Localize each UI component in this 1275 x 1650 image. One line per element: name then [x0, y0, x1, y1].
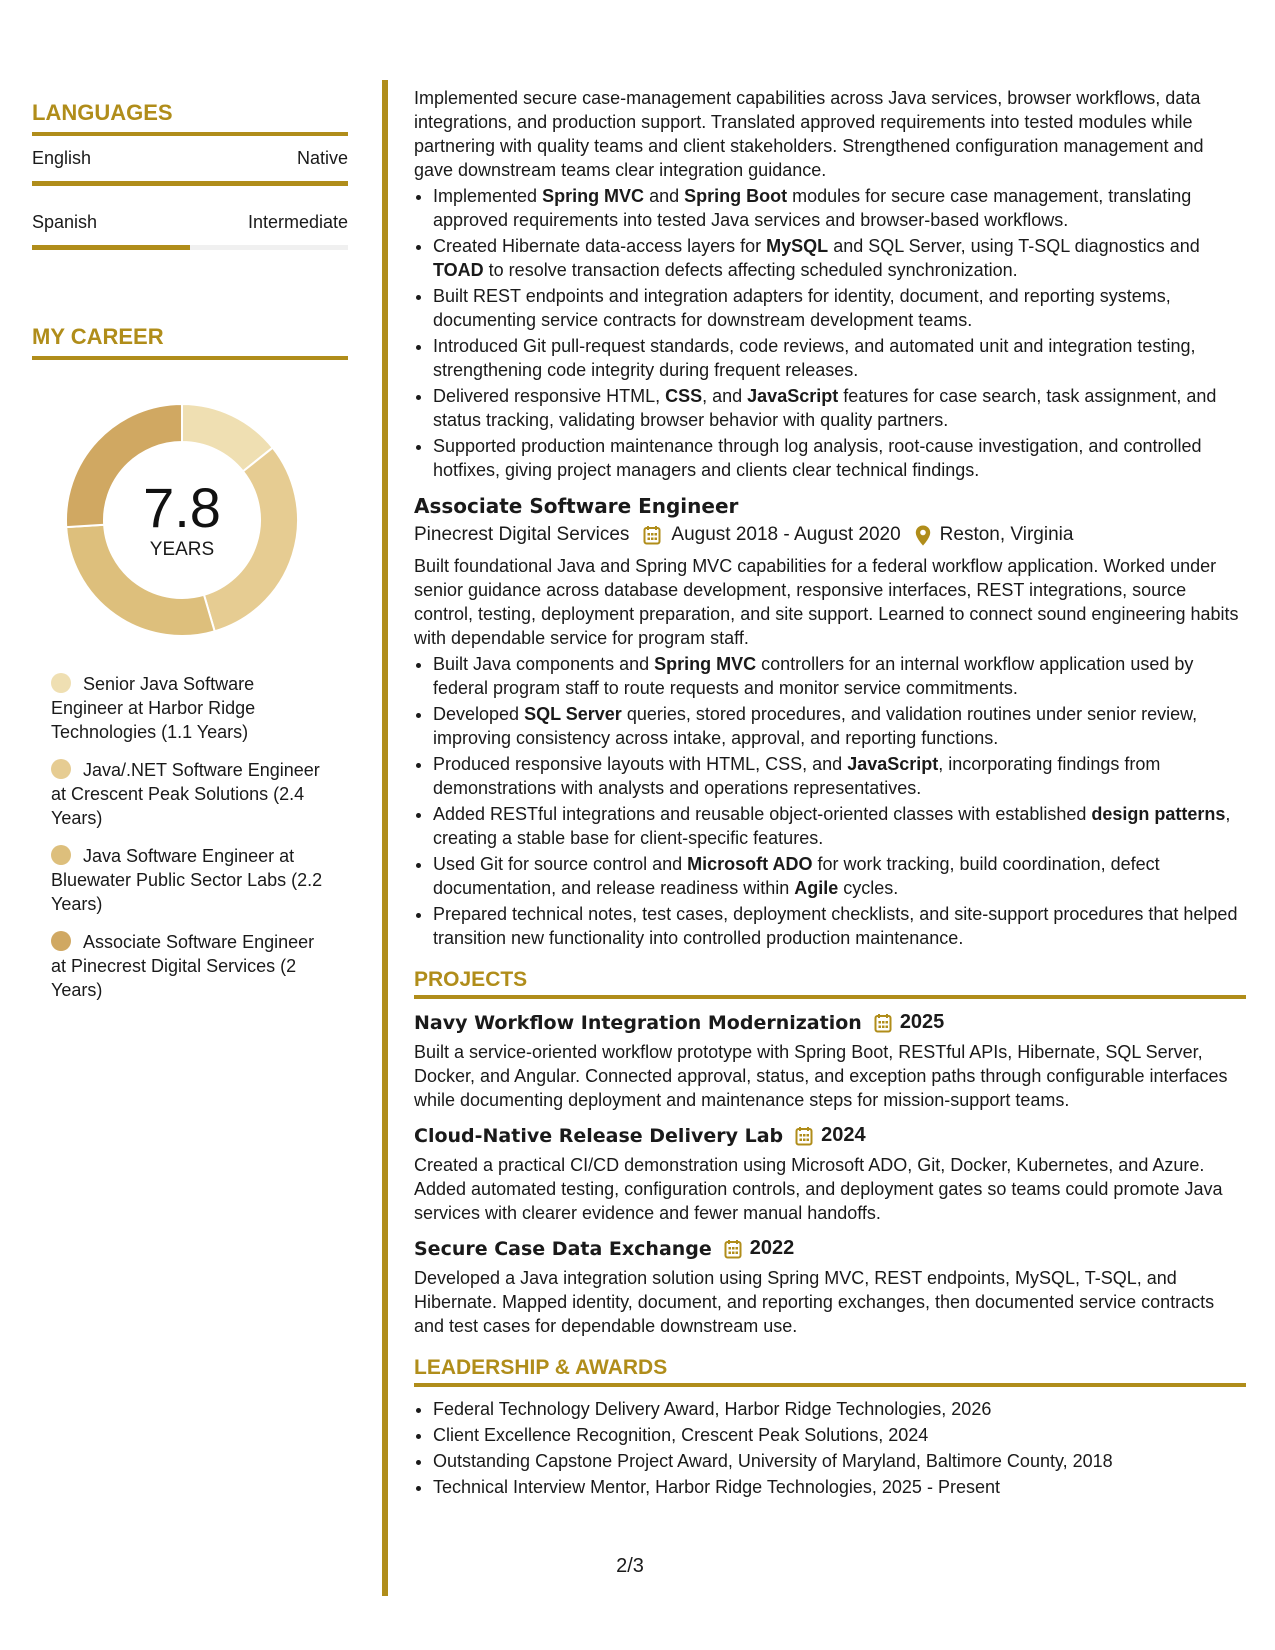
language-name: English	[32, 148, 92, 168]
experience-bullets	[414, 184, 1246, 482]
legend-dot-icon	[51, 673, 71, 693]
language-level: Native	[296, 148, 348, 168]
legend-label: Java/.NET Software Engineer at Crescent Peak Solutions (2.4 Years)	[51, 760, 320, 828]
job-meta	[414, 524, 1246, 546]
language-proficiency-fill	[32, 181, 348, 186]
award-item: • Technical Interview Mentor, Harbor Ridge Technologies, 2025 - Present	[433, 1475, 1246, 1499]
projects-heading: PROJECTS	[414, 968, 1246, 999]
career-legend-item	[51, 844, 331, 916]
legend-label: Senior Java Software Engineer at Harbor Ridge Technologies (1.1 Years)	[51, 674, 256, 742]
bullet-item: • Implemented Spring MVC and Spring Boot modules for secure case management, translating approved requirements into tested Java services and browser-based workflows.	[433, 184, 1246, 232]
left-column	[32, 100, 348, 1016]
language-level: Intermediate	[247, 212, 348, 232]
legend-label: Java Software Engineer at Bluewater Public Sector Labs (2.2 Years)	[51, 846, 323, 914]
bullet-item: • Used Git for source control and Microsoft ADO for work tracking, build coordination, defect documentation, and release readiness within Agile cycles.	[433, 852, 1246, 900]
career-legend-item	[51, 930, 331, 1002]
experience-summary: Implemented secure case-management capabilities across Java services, browser workflows, data integrations, and production support. Translated approved requirements into tested modules while partnering with quality teams and client stakeholders. Strengthened configuration management and gave downstream teams clear integration guidance.	[414, 88, 1204, 180]
project-description: Created a practical CI/CD demonstration using Microsoft ADO, Git, Docker, Kubernetes, and Azure. Added automated testing, configuration controls, and deployment gates so teams could promote Java services with clearer evidence and fewer manual handoffs.	[414, 1155, 1223, 1223]
project-name: Cloud-Native Release Delivery Lab	[414, 1124, 784, 1147]
career-legend-item	[51, 672, 331, 744]
awards-list	[414, 1397, 1246, 1499]
language-spanish	[32, 212, 348, 250]
calendar-icon	[724, 1239, 742, 1259]
location-pin-icon	[915, 525, 931, 546]
bullet-item: • Built REST endpoints and integration adapters for identity, document, and reporting systems, documenting service contracts for downstream development teams.	[433, 284, 1246, 332]
career-donut-chart	[66, 404, 298, 636]
bullet-item: • Added RESTful integrations and reusable object-oriented classes with established design patterns, creating a stable base for client-specific features.	[433, 802, 1246, 850]
calendar-icon	[795, 1126, 813, 1146]
career-heading: MY CAREER	[32, 324, 348, 360]
bullet-item: • Developed SQL Server queries, stored procedures, and validation routines under senior review, improving consistency across intake, approval, and reporting functions.	[433, 702, 1246, 750]
language-proficiency-bar	[32, 181, 348, 186]
project-year: 2022	[749, 1237, 795, 1259]
calendar-icon	[643, 525, 661, 545]
bullet-item: • Supported production maintenance through log analysis, root-cause investigation, and controlled hotfixes, giving project managers and clients clear technical findings.	[433, 434, 1246, 482]
project-description: Developed a Java integration solution using Spring MVC, REST endpoints, MySQL, T-SQL, and Hibernate. Mapped identity, document, and reporting exchanges, then documented service contracts and test cases for dependable downstream use.	[414, 1268, 1215, 1336]
award-item: • Client Excellence Recognition, Crescent Peak Solutions, 2024	[433, 1423, 1246, 1447]
bullet-item: • Produced responsive layouts with HTML, CSS, and JavaScript, incorporating findings from demonstrations with analysts and operations representatives.	[433, 752, 1246, 800]
languages-heading: LANGUAGES	[32, 100, 348, 136]
bullet-item: • Created Hibernate data-access layers for MySQL and SQL Server, using T-SQL diagnostics and TOAD to resolve transaction defects affecting scheduled synchronization.	[433, 234, 1246, 282]
project-name: Navy Workflow Integration Modernization	[414, 1011, 862, 1034]
calendar-icon	[874, 1013, 892, 1033]
project-item	[414, 1011, 1246, 1112]
bullet-item: • Prepared technical notes, test cases, deployment checklists, and site-support procedures that helped transition new functionality into controlled production maintenance.	[433, 902, 1246, 950]
project-item	[414, 1237, 1246, 1338]
legend-dot-icon	[51, 759, 71, 779]
career-years-unit: YEARS	[149, 539, 215, 560]
career-total-years: 7.8	[143, 476, 221, 539]
award-item: • Outstanding Capstone Project Award, University of Maryland, Baltimore County, 2018	[433, 1449, 1246, 1473]
job-location: Reston, Virginia	[939, 524, 1074, 545]
job-dates: August 2018 - August 2020	[671, 524, 901, 545]
project-description: Built a service-oriented workflow prototype with Spring Boot, RESTful APIs, Hibernate, SQL Server, Docker, and Angular. Connected approval, status, and exception paths through configurable interfaces while documenting deployment and maintenance steps for mission-support teams.	[414, 1042, 1228, 1110]
project-item	[414, 1124, 1246, 1225]
job-title: Associate Software Engineer	[414, 494, 739, 518]
language-english	[32, 148, 348, 186]
legend-label: Associate Software Engineer at Pinecrest Digital Services (2 Years)	[51, 932, 315, 1000]
language-name: Spanish	[32, 212, 98, 232]
legend-dot-icon	[51, 845, 71, 865]
awards-heading: LEADERSHIP & AWARDS	[414, 1356, 1246, 1387]
legend-dot-icon	[51, 931, 71, 951]
language-proficiency-fill	[32, 245, 190, 250]
project-name: Secure Case Data Exchange	[414, 1237, 712, 1260]
bullet-item: • Delivered responsive HTML, CSS, and JavaScript features for case search, task assignment, and status tracking, validating browser behavior with quality partners.	[433, 384, 1246, 432]
page-number: 2/3	[616, 1555, 644, 1577]
column-divider	[382, 80, 388, 1596]
right-column	[414, 86, 1246, 1501]
project-year: 2024	[821, 1124, 866, 1146]
language-proficiency-bar	[32, 245, 348, 250]
job-company: Pinecrest Digital Services	[414, 524, 630, 545]
award-item: • Federal Technology Delivery Award, Harbor Ridge Technologies, 2026	[433, 1397, 1246, 1421]
bullet-item: • Introduced Git pull-request standards, code reviews, and automated unit and integration testing, strengthening code integrity during frequent releases.	[433, 334, 1246, 382]
career-legend	[32, 672, 348, 1002]
job-summary: Built foundational Java and Spring MVC capabilities for a federal workflow application. Worked under senior guidance across database development, responsive interfaces, REST integrations, source control, testing, deployment preparation, and site support. Learned to connect sound engineering habits with dependable service for program staff.	[414, 556, 1239, 648]
project-year: 2025	[899, 1011, 945, 1033]
bullet-item: • Built Java components and Spring MVC controllers for an internal workflow application used by federal program staff to route requests and monitor service commitments.	[433, 652, 1246, 700]
career-legend-item	[51, 758, 331, 830]
job-bullets	[414, 652, 1246, 950]
